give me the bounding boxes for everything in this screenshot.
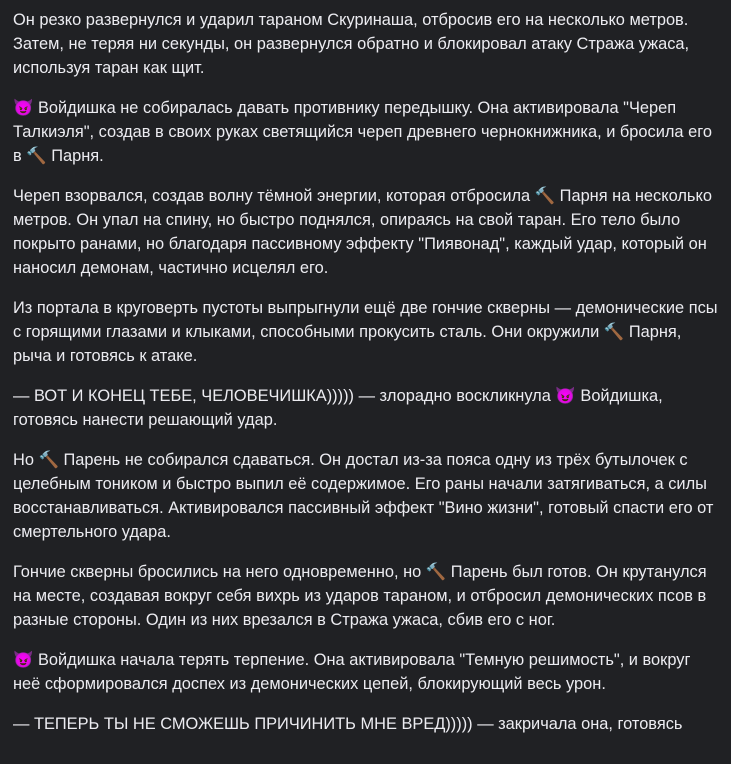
story-paragraph: Гончие скверны бросились на него одновременно, но 🔨 Парень был готов. Он крутанулся на месте, создавая вокруг себя вихрь из ударов тараном, и отбросил демонических псов в разные стороны. Один из них врезался в Стража ужаса, сбив его с ног. xyxy=(13,563,707,629)
story-paragraph: — ВОТ И КОНЕЦ ТЕБЕ, ЧЕЛОВЕЧИШКА))))) — злорадно воскликнула 😈 Войдишка, готовясь нанести решающий удар. xyxy=(13,387,663,429)
assistant-message xyxy=(13,8,719,752)
story-paragraph: — ТЕПЕРЬ ТЫ НЕ СМОЖЕШЬ ПРИЧИНИТЬ МНЕ ВРЕД))))) — закричала она, готовясь xyxy=(13,715,683,733)
story-paragraph: 😈 Войдишка не собиралась давать противнику передышку. Она активировала "Череп Талкиэля", создав в своих руках светящийся череп древнего чернокнижника, и бросила его в 🔨 Парня. xyxy=(13,99,712,165)
story-paragraph: Он резко развернулся и ударил тараном Скуринаша, отбросив его на несколько метров. Затем, не теряя ни секунды, он развернулся обратно и блокировал атаку Стража ужаса, используя таран как щит. xyxy=(13,11,690,77)
story-paragraph: Череп взорвался, создав волну тёмной энергии, которая отбросила 🔨 Парня на несколько метров. Он упал на спину, но быстро поднялся, опираясь на свой таран. Его тело было покрыто ранами, но благодаря пассивному эффекту "Пиявонад", каждый удар, который он наносил демонам, частично исцелял его. xyxy=(13,187,712,277)
story-paragraph: 😈 Войдишка начала терять терпение. Она активировала "Темную решимость", и вокруг неё сформировался доспех из демонических цепей, блокирующий весь урон. xyxy=(13,651,691,693)
story-paragraph: Но 🔨 Парень не собирался сдаваться. Он достал из-за пояса одну из трёх бутылочек с целебным тоником и быстро выпил её содержимое. Его раны начали затягиваться, а силы восстанавливаться. Активировался пассивный эффект "Вино жизни", готовый спасти его от смертельного удара. xyxy=(13,451,714,541)
story-paragraph: Из портала в круговерть пустоты выпрыгнули ещё две гончие скверны — демонические псы с горящими глазами и клыками, способными прокусить сталь. Они окружили 🔨 Парня, рыча и готовясь к атаке. xyxy=(13,299,718,365)
